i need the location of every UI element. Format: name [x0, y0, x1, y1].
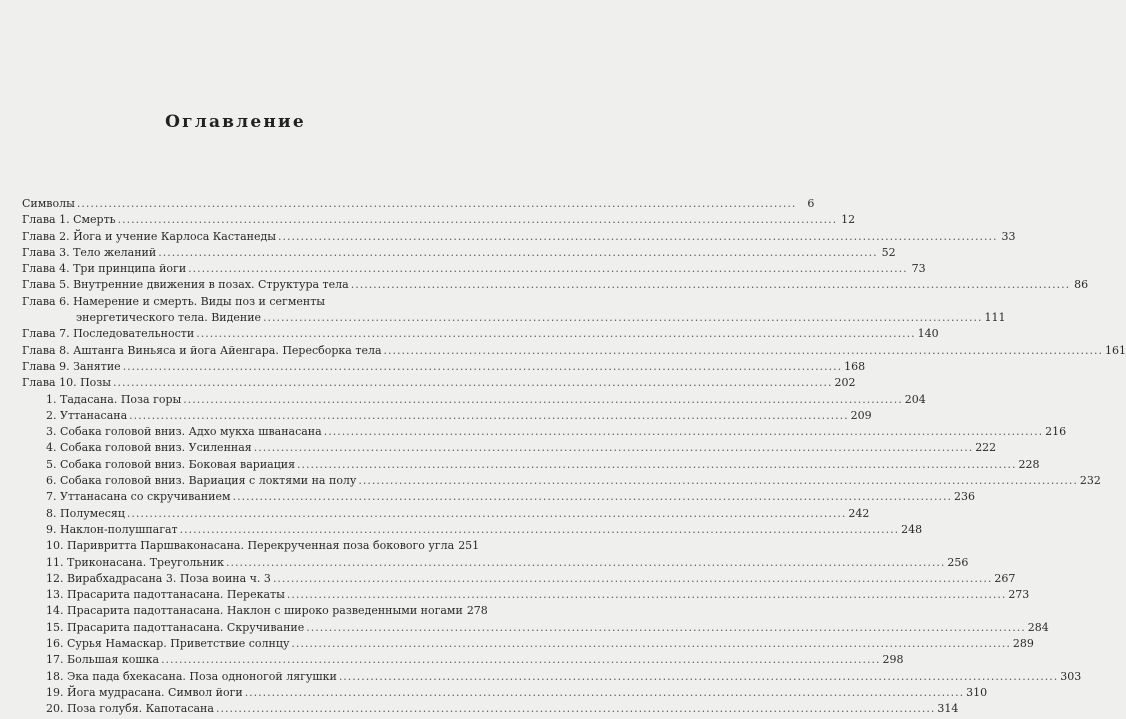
dot-leader — [183, 393, 902, 406]
toc-entry-label: Глава 6. Намерение и смерть. Виды поз и сегменты — [22, 294, 326, 308]
toc-entry-label: 5. Собака головой вниз. Боковая вариация — [46, 457, 296, 471]
toc-entry — [22, 229, 1016, 246]
toc-entry — [22, 359, 866, 376]
toc-entry-page: 298 — [882, 653, 904, 667]
toc-entry — [22, 555, 969, 572]
toc-entry-label: Глава 1. Смерть — [22, 213, 116, 227]
toc-entry — [22, 685, 988, 702]
toc-entry-label: энергетического тела. Видение — [76, 311, 262, 325]
toc-entry-label: 14. Прасарита падоттанасана. Наклон с широко разведенными ногами — [46, 604, 463, 618]
toc-entry-label: 2. Уттанасана — [46, 408, 128, 422]
toc-entry-label: 6. Собака головой вниз. Вариация с локтями на полу — [46, 474, 357, 488]
dot-leader — [245, 686, 964, 699]
dot-leader — [196, 327, 915, 340]
toc-entry-page: 236 — [954, 490, 976, 504]
toc-entry-label: Глава 7. Последовательности — [22, 327, 195, 341]
toc-entry-label: 13. Прасарита падоттанасана. Перекаты — [46, 588, 285, 602]
dot-leader — [254, 441, 973, 454]
toc-entry-label: 11. Триконасана. Треугольник — [46, 555, 224, 569]
toc-entry-page: 278 — [466, 604, 488, 618]
table-of-contents — [22, 197, 1126, 719]
dot-leader — [180, 523, 899, 536]
toc-entry-label: 12. Вирабхадрасана 3. Поза воина ч. 3 — [46, 571, 271, 585]
dot-leader — [297, 458, 1016, 471]
dot-leader — [358, 474, 1077, 487]
toc-entry-page: 251 — [458, 539, 480, 553]
dot-leader — [77, 197, 796, 210]
toc-entry-label: 3. Собака головой вниз. Адхо мукха шванасана — [46, 425, 322, 439]
dot-leader — [129, 409, 848, 422]
toc-entry — [22, 653, 904, 669]
toc-entry-page: 52 — [881, 245, 896, 259]
toc-entry-page: 209 — [850, 408, 872, 422]
toc-entry — [22, 425, 1067, 441]
toc-entry-label: 7. Уттанасана со скручиванием — [46, 490, 231, 504]
toc-entry-page: 222 — [975, 441, 997, 455]
toc-entry-page: 12 — [841, 213, 856, 227]
page-title: Оглавление — [165, 112, 306, 132]
dot-leader — [339, 670, 1058, 683]
dot-leader — [263, 311, 982, 324]
toc-entry — [22, 539, 480, 555]
toc-entry-label: 20. Поза голубя. Капотасана — [46, 702, 214, 716]
toc-entry — [22, 637, 1034, 653]
dot-leader — [324, 425, 1043, 438]
toc-entry-label: 16. Сурья Намаскар. Приветствие солнцу — [46, 637, 290, 651]
toc-entry-label: 8. Полумесяц — [46, 506, 125, 520]
toc-entry — [22, 702, 959, 718]
dot-leader — [351, 278, 1070, 291]
dot-leader — [306, 621, 1025, 634]
toc-entry-label: Символы — [22, 197, 75, 210]
dot-leader — [233, 490, 952, 503]
toc-entry-page: 310 — [966, 685, 988, 699]
toc-entry — [22, 262, 926, 278]
toc-entry — [22, 245, 896, 262]
toc-entry-page: 284 — [1027, 620, 1049, 634]
toc-entry-page: 228 — [1018, 457, 1040, 471]
dot-leader — [216, 702, 935, 715]
dot-leader — [384, 344, 1103, 357]
toc-entry-page: 86 — [1074, 278, 1089, 292]
toc-entry-page: 289 — [1012, 637, 1034, 651]
toc-entry — [22, 506, 870, 523]
dot-leader — [287, 588, 1006, 601]
toc-entry — [22, 604, 488, 620]
toc-entry — [22, 490, 976, 506]
toc-entry-page: 256 — [947, 555, 969, 569]
toc-entry — [22, 213, 856, 229]
dot-leader — [226, 556, 945, 569]
dot-leader — [188, 262, 907, 275]
toc-entry — [22, 669, 1082, 686]
toc-entry-page: 267 — [994, 571, 1016, 585]
toc-entry-label: 9. Наклон-полушпагат — [46, 522, 178, 536]
dot-leader — [118, 213, 837, 226]
toc-entry-page: 140 — [917, 327, 939, 341]
toc-entry-label: Глава 10. Позы — [22, 376, 112, 390]
toc-entry-label: 1. Тадасана. Поза горы — [46, 392, 182, 406]
toc-entry-page: 202 — [834, 376, 856, 390]
toc-entry — [22, 197, 815, 213]
toc-entry-page: 73 — [911, 262, 926, 276]
toc-entry — [22, 588, 1030, 604]
toc-entry-page: 161 — [1104, 343, 1126, 357]
toc-entry-label: Глава 5. Внутренние движения в позах. Структура тела — [22, 278, 349, 292]
toc-entry — [22, 408, 872, 425]
toc-entry-page: 242 — [848, 506, 870, 520]
toc-entry — [22, 392, 926, 409]
dot-leader — [273, 572, 992, 585]
toc-entry-label: 19. Йога мудрасана. Символ йоги — [46, 685, 243, 699]
dot-leader — [278, 230, 997, 243]
toc-entry-label: Глава 2. Йога и учение Карлоса Кастанеды — [22, 229, 277, 243]
toc-entry-label: 15. Прасарита падоттанасана. Скручивание — [46, 620, 305, 634]
toc-entry-page: 33 — [1001, 229, 1016, 243]
toc-entry-label: 10. Паривритта Паршваконасана. Перекрученная поза бокового угла — [46, 539, 455, 553]
toc-entry — [22, 457, 1040, 474]
dot-leader — [113, 376, 832, 389]
toc-entry — [22, 311, 1006, 327]
toc-entry — [22, 327, 939, 343]
toc-entry-label: 4. Собака головой вниз. Усиленная — [46, 441, 252, 455]
toc-entry-label: 17. Большая кошка — [46, 653, 160, 667]
toc-entry — [22, 620, 1049, 637]
toc-entry-page: 314 — [937, 702, 959, 716]
toc-entry-label: Глава 8. Аштанга Виньяса и йога Айенгара. Пересборка тела — [22, 343, 382, 357]
dot-leader — [291, 637, 1010, 650]
toc-entry — [22, 295, 447, 311]
toc-entry-page: 204 — [904, 392, 926, 406]
toc-entry — [22, 278, 1089, 294]
toc-entry — [22, 343, 1126, 360]
toc-entry-page: 248 — [901, 522, 923, 536]
toc-entry — [22, 474, 1101, 490]
toc-entry-page: 6 — [807, 197, 815, 210]
dot-leader — [127, 507, 846, 520]
toc-entry-label: Глава 4. Три принципа йоги — [22, 262, 187, 276]
toc-entry-page: 111 — [984, 311, 1006, 325]
toc-entry-page: 168 — [844, 359, 866, 373]
toc-entry-page: 216 — [1045, 425, 1067, 439]
toc-entry-page: 232 — [1079, 474, 1101, 488]
toc-entry-label: Глава 9. Занятие — [22, 359, 121, 373]
toc-entry — [22, 571, 1016, 588]
dot-leader — [123, 360, 842, 373]
toc-entry-page: 273 — [1008, 588, 1030, 602]
dot-leader — [161, 653, 880, 666]
toc-entry-label: Глава 3. Тело желаний — [22, 245, 157, 259]
toc-entry — [22, 522, 923, 539]
toc-entry — [22, 376, 856, 392]
toc-entry-page: 303 — [1060, 669, 1082, 683]
toc-entry-label: 18. Эка пада бхекасана. Поза одноногой лягушки — [46, 669, 337, 683]
dot-leader — [158, 246, 877, 259]
toc-entry — [22, 441, 997, 457]
